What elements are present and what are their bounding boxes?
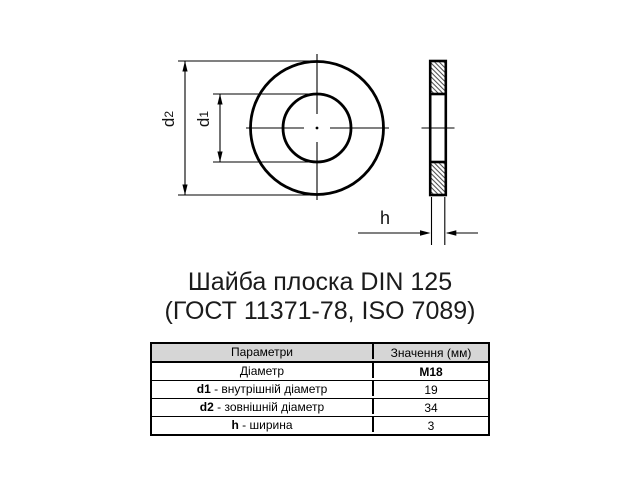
table-row — [152, 363, 488, 380]
arrow-right — [420, 230, 431, 235]
header-parameters: Параметри — [152, 344, 374, 359]
page-title-line1: Шайба плоска DIN 125 — [187, 268, 453, 296]
value-d1: 19 — [424, 382, 438, 397]
section-hatch-top — [431, 62, 445, 93]
header-value: Значення (мм) — [390, 345, 472, 360]
spec-table — [150, 342, 490, 436]
table-row — [152, 416, 488, 434]
table-header-row — [152, 344, 488, 363]
value-h: 3 — [427, 418, 435, 433]
washer-side-view — [422, 61, 455, 195]
table-row — [152, 398, 488, 416]
h-label: h — [379, 207, 390, 228]
title-block — [0, 268, 640, 326]
arrow-up — [182, 61, 187, 72]
value-diameter: M18 — [419, 364, 443, 379]
arrow-left — [446, 230, 457, 235]
section-hatch-bottom — [431, 163, 445, 194]
table-row — [152, 380, 488, 398]
arrow-down — [217, 152, 222, 163]
arrow-up — [217, 94, 222, 105]
page-title-line2: (ГОСТ 11371-78, ISO 7089) — [164, 297, 476, 325]
arrow-down — [182, 185, 187, 196]
d2-label: d 2 — [159, 110, 178, 128]
param-d2: d2 - зовнішній діаметр — [152, 399, 374, 414]
d1-label: d 1 — [194, 110, 213, 128]
value-d2: 34 — [424, 400, 438, 415]
param-diameter: Діаметр — [152, 363, 374, 378]
param-h: h - ширина — [152, 417, 374, 432]
washer-front-view — [246, 54, 389, 200]
param-d1: d1 - внутрішній діаметр — [152, 381, 374, 396]
center-dot — [316, 127, 319, 130]
